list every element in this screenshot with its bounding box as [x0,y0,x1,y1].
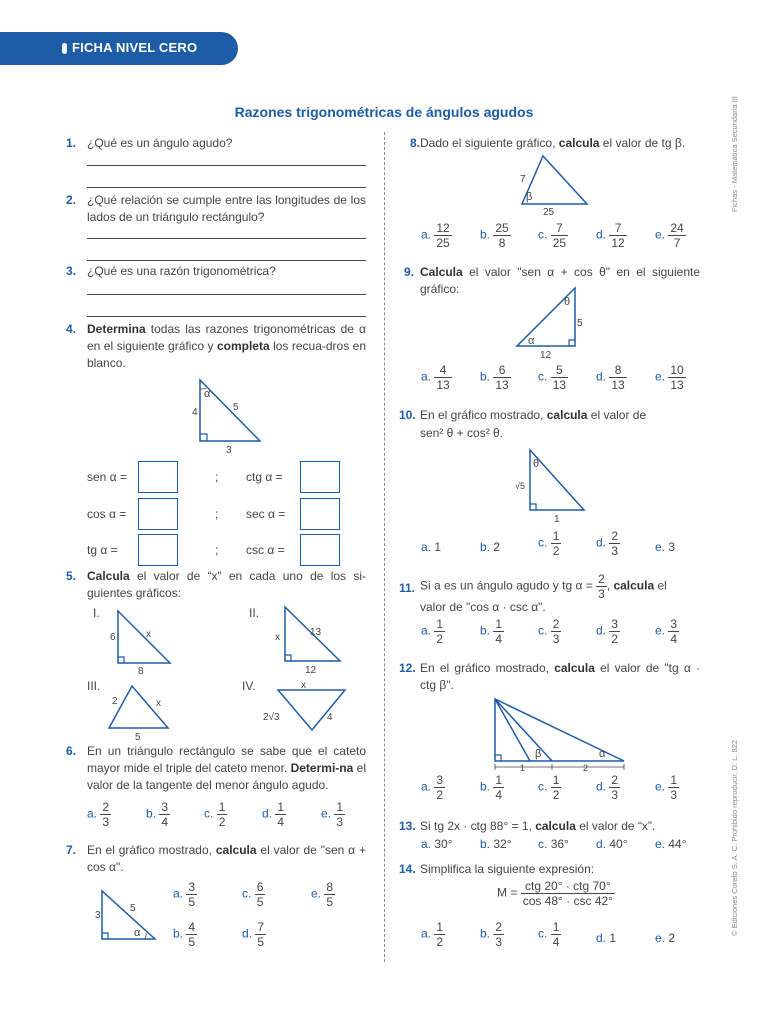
answer-line[interactable] [87,316,366,317]
svg-text:1: 1 [554,514,560,525]
svg-text:β: β [535,748,542,760]
svg-text:α: α [204,388,211,400]
svg-text:II.: II. [249,606,260,620]
svg-text:β: β [526,191,533,203]
answer-box-cos[interactable] [138,498,178,530]
option-7e[interactable]: e. $\frac{8}{5}$ [311,880,334,909]
answer-box-csc[interactable] [300,534,340,566]
option-14d[interactable]: d. 1 [596,931,617,945]
option-9e[interactable]: e. $\frac{10}{13}$ [655,363,684,392]
svg-text:x: x [301,680,306,691]
figure-5-III [85,678,185,740]
label-cos: cos α = [87,507,127,521]
svg-text:6: 6 [110,632,116,643]
option-10a[interactable]: a. 1 [421,540,442,554]
option-10c[interactable]: c. $\frac{1}{2}$ [538,529,560,558]
option-14e[interactable]: e. 2 [655,931,676,945]
answer-line[interactable] [87,238,366,239]
figure-5-II [245,603,355,675]
option-12e[interactable]: e. $\frac{1}{3}$ [655,773,678,802]
option-8a[interactable]: a. $\frac{12}{25}$ [421,221,450,250]
option-6d[interactable]: d. $\frac{1}{4}$ [262,800,285,829]
question-2-number: 2. [66,193,77,207]
svg-text:α: α [528,335,535,347]
option-10d[interactable]: d. $\frac{2}{3}$ [596,529,619,558]
option-10b[interactable]: b. 2 [480,540,501,554]
svg-text:x: x [275,632,280,643]
option-6a[interactable]: a. $\frac{2}{3}$ [87,800,110,829]
figure-5-I [85,603,185,675]
svg-text:θ: θ [533,458,540,470]
option-14b[interactable]: b. $\frac{2}{3}$ [480,920,503,949]
option-7a[interactable]: a. $\frac{3}{5}$ [173,880,196,909]
question-11-text: Si a es un ángulo agudo y tg α = $\frac{2}{3}$ , calcula el [420,572,667,601]
question-1: 1. [66,136,77,150]
question-10-expression: sen² θ + cos² θ. [420,426,504,440]
question-7-number: 7. [66,843,77,857]
question-11-number: 11. [399,581,416,595]
question-3-text: ¿Qué es una razón trigonométrica? [87,264,276,278]
option-13b[interactable]: b. 32° [480,837,512,851]
option-11e[interactable]: e. $\frac{3}{4}$ [655,617,678,646]
svg-text:5: 5 [577,318,583,329]
svg-text:3: 3 [95,910,101,921]
option-7c[interactable]: c. $\frac{6}{5}$ [242,880,264,909]
option-11d[interactable]: d. $\frac{3}{2}$ [596,617,619,646]
option-9a[interactable]: a. $\frac{4}{13}$ [421,363,450,392]
option-7d[interactable]: d. $\frac{7}{5}$ [242,920,265,949]
option-14a[interactable]: a. $\frac{1}{2}$ [421,920,444,949]
question-13-number: 13. [399,819,416,833]
option-12b[interactable]: b. $\frac{1}{4}$ [480,773,503,802]
question-4-number: 4. [66,322,77,336]
svg-text:8: 8 [138,666,144,675]
option-12c[interactable]: c. $\frac{1}{2}$ [538,773,560,802]
question-10-text: En el gráfico mostrado, calcula el valor de [420,408,647,422]
svg-text:25: 25 [543,207,555,218]
svg-text:5: 5 [135,732,141,740]
triangle-figure-q9 [505,282,595,362]
svg-text:13: 13 [310,627,322,638]
svg-text:x: x [146,629,151,640]
option-8b[interactable]: b. $\frac{25}{8}$ [480,221,509,250]
option-9d[interactable]: d. $\frac{8}{13}$ [596,363,625,392]
question-12-text: En el gráfico mostrado, calcula el valor de "tg α · ctg β". [420,661,701,692]
answer-box-sen[interactable] [138,461,178,493]
option-14c[interactable]: c. $\frac{1}{4}$ [538,920,560,949]
option-13a[interactable]: a. 30° [421,837,453,851]
svg-text:3: 3 [226,445,232,455]
answer-line[interactable] [87,294,366,295]
svg-text:I.: I. [93,606,100,620]
question-9-number: 9. [404,265,415,279]
option-6c[interactable]: c. $\frac{1}{2}$ [204,800,226,829]
option-8c[interactable]: c. $\frac{7}{25}$ [538,221,567,250]
question-14-text: Simplifica la siguiente expresión: [420,862,595,876]
svg-text:7: 7 [520,174,526,185]
svg-text:III.: III. [87,679,101,693]
triangle-figure-q4 [185,375,275,455]
svg-text:5: 5 [233,402,239,413]
side-text-top: Fichas - Matemática Secundaria III [730,96,739,212]
svg-text:α: α [134,927,141,939]
option-11a[interactable]: a. $\frac{1}{2}$ [421,617,444,646]
svg-text:θ: θ [564,296,571,308]
svg-text:1: 1 [520,763,526,773]
svg-text:x: x [156,698,161,709]
question-7-text: En el gráfico mostrado, calcula el valor de "sen α + cos α". [87,843,366,874]
label-sec: sec α = [246,507,286,521]
option-11b[interactable]: b. $\frac{1}{4}$ [480,617,503,646]
answer-box-sec[interactable] [300,498,340,530]
question-5-text: Calcula el valor de “x” en cada uno de los si-guientes gráficos: [87,569,366,600]
question-14-expression: M = ctg 20° · ctg 70° cos 48° · csc 42° [497,879,613,908]
question-11-text-2: valor de "cos α · csc α". [420,600,546,614]
triangle-figure-q8 [510,152,610,218]
svg-text:√5: √5 [515,481,525,491]
question-1-text: ¿Qué es un ángulo agudo? [87,136,233,150]
label-sen: sen α = [87,470,127,484]
question-10-number: 10. [399,408,416,422]
question-6-text: En un triángulo rectángulo se sabe que el cateto mayor mide el triple del cateto menor. Determi-na el valor de la tangente del menor ángulo agudo. [87,744,366,792]
svg-text:12: 12 [540,350,552,361]
option-9c[interactable]: c. $\frac{5}{13}$ [538,363,567,392]
option-12a[interactable]: a. $\frac{3}{2}$ [421,773,444,802]
option-13e[interactable]: e. 44° [655,837,687,851]
separator: ; [215,507,219,521]
svg-text:12: 12 [305,665,317,675]
svg-text:α: α [599,748,606,760]
page-title: Razones trigonométricas de ángulos agudos [234,104,534,120]
label-csc: csc α = [246,543,285,557]
option-10e[interactable]: e. 3 [655,540,676,554]
label-ctg: ctg α = [246,470,283,484]
answer-box-tg[interactable] [138,534,178,566]
svg-text:4: 4 [192,407,198,418]
option-8e[interactable]: e. $\frac{24}{7}$ [655,221,684,250]
triangle-figure-q10 [510,446,590,526]
question-9-text: Calcula el valor "sen α + cos θ" en el siguiente gráfico: [420,265,700,296]
option-6b[interactable]: b. $\frac{3}{4}$ [146,800,169,829]
question-3-number: 3. [66,264,77,278]
question-12-number: 12. [399,661,416,675]
header-marker-icon [62,43,67,54]
option-11c[interactable]: c. $\frac{2}{3}$ [538,617,560,646]
answer-box-ctg[interactable] [300,461,340,493]
answer-line[interactable] [87,165,366,166]
column-divider [384,132,385,962]
svg-text:IV.: IV. [242,679,256,693]
side-text-bottom: © Ediciones Corefo S. A. C. Prohibido reproducir. D. L. 822 [730,739,739,936]
separator: ; [215,470,219,484]
header-tab [0,32,238,65]
question-5-number: 5. [66,569,77,583]
svg-text:2: 2 [583,763,589,773]
option-6e[interactable]: e. $\frac{1}{3}$ [321,800,344,829]
question-8: 8.Dado el siguiente gráfico, calcula el valor de tg β. [410,136,686,150]
option-8d[interactable]: d. $\frac{7}{12}$ [596,221,625,250]
separator: ; [215,543,219,557]
svg-text:4: 4 [327,712,333,723]
triangle-figure-q12 [485,695,635,775]
figure-5-IV [240,678,360,740]
option-9b[interactable]: b. $\frac{6}{13}$ [480,363,509,392]
option-7b[interactable]: b. $\frac{4}{5}$ [173,920,196,949]
header-label: FICHA NIVEL CERO [72,40,198,55]
question-4-text: Determina todas las razones trigonométricas de α en el siguiente gráfico y completa los recua-dros en blanco. [87,322,366,370]
question-6-number: 6. [66,744,77,758]
question-14-number: 14. [399,862,416,876]
answer-line[interactable] [87,187,366,188]
svg-text:5: 5 [130,903,136,914]
option-13c[interactable]: c. 36° [538,837,569,851]
question-2-text: ¿Qué relación se cumple entre las longitudes de los lados de un triángulo rectángulo? [87,193,366,224]
question-13-text: Si tg 2x · ctg 88° = 1, calcula el valor de “x”. [420,819,656,833]
svg-text:2: 2 [112,696,118,707]
option-12d[interactable]: d. $\frac{2}{3}$ [596,773,619,802]
svg-text:2√3: 2√3 [263,712,280,723]
answer-line[interactable] [87,260,366,261]
triangle-figure-q7 [90,885,170,945]
option-13d[interactable]: d. 40° [596,837,628,851]
label-tg: tg α = [87,543,118,557]
